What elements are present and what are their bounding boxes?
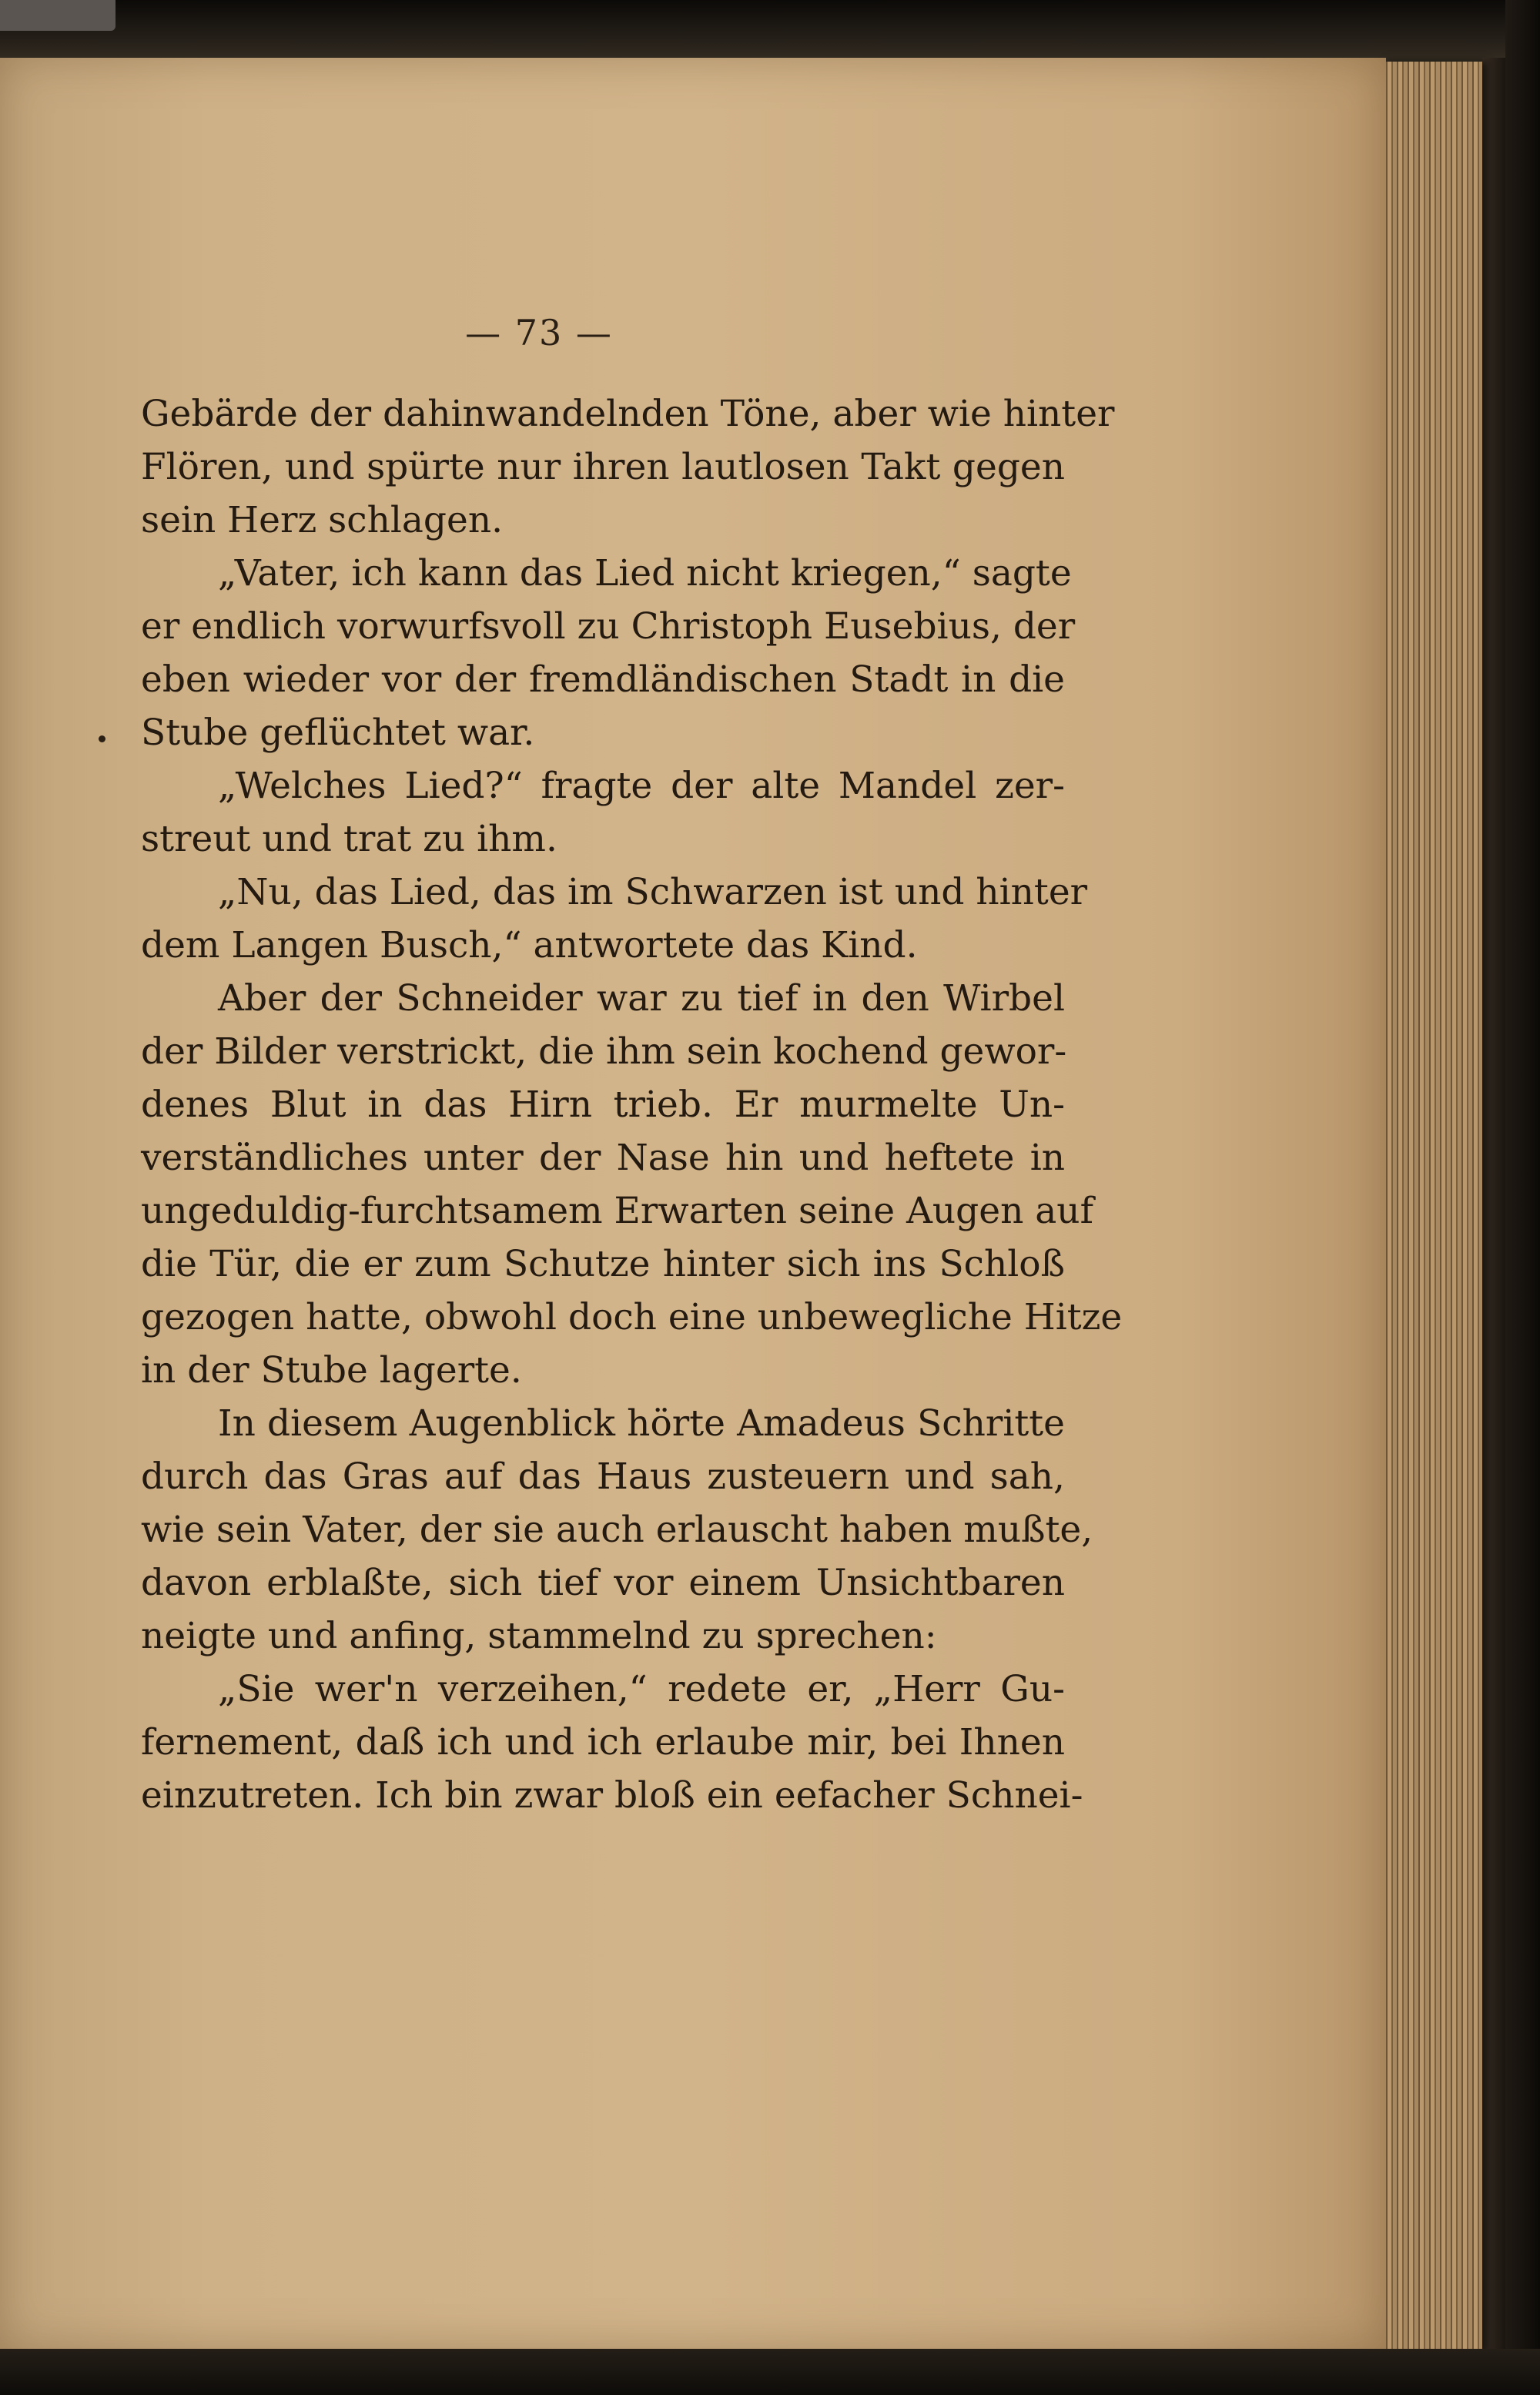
text-line: einzutreten. Ich bin zwar bloß ein eefacher Schnei- — [141, 1774, 1083, 1817]
text-line: durch das Gras auf das Haus zusteuern und sah, — [141, 1455, 1065, 1498]
text-line: verständliches unter der Nase hin und heftete in — [141, 1137, 1065, 1179]
text-line: Flören, und spürte nur ihren lautlosen Takt gegen — [141, 446, 1065, 488]
text-line: fernement, daß ich und ich erlaube mir, bei Ihnen — [141, 1721, 1065, 1764]
text-line: sein Herz schlagen. — [141, 499, 504, 541]
text-line: wie sein Vater, der sie auch erlauscht haben mußte, — [141, 1509, 1093, 1551]
bookmark-tab — [0, 0, 116, 31]
text-line: „Vater, ich kann das Lied nicht kriegen,“ sagte — [218, 552, 1072, 595]
text-line: Stube geflüchtet war. — [141, 712, 535, 754]
text-line: gezogen hatte, obwohl doch eine unbewegliche Hitze — [141, 1296, 1123, 1338]
text-line: die Tür, die er zum Schutze hinter sich ins Schloß — [141, 1243, 1065, 1285]
text-line: dem Langen Busch,“ antwortete das Kind. — [141, 924, 918, 966]
page-stack-edges — [1382, 62, 1482, 2353]
text-line: „Sie wer'n verzeihen,“ redete er, „Herr Gu- — [218, 1668, 1065, 1710]
text-line: denes Blut in das Hirn trieb. Er murmelte Un- — [141, 1084, 1065, 1126]
text-line: „Nu, das Lied, das im Schwarzen ist und hinter — [218, 871, 1088, 913]
text-line: ungeduldig-furchtsamem Erwarten seine Augen auf — [141, 1190, 1093, 1232]
text-line: davon erblaßte, sich tief vor einem Unsichtbaren — [141, 1562, 1065, 1604]
text-line: „Welches Lied?“ fragte der alte Mandel zer- — [218, 765, 1065, 807]
text-line: Aber der Schneider war zu tief in den Wirbel — [218, 977, 1065, 1020]
text-line: in der Stube lagerte. — [141, 1349, 522, 1392]
body-text — [141, 387, 1123, 1822]
page-number: — 73 — — [465, 312, 613, 353]
text-line: er endlich vorwurfsvoll zu Christoph Eusebius, der — [141, 605, 1076, 648]
text-line: eben wieder vor der fremdländischen Stadt in die — [141, 658, 1065, 701]
text-line: der Bilder verstrickt, die ihm sein kochend gewor- — [141, 1030, 1067, 1073]
text-line: streut und trat zu ihm. — [141, 818, 557, 860]
text-line: In diesem Augenblick hörte Amadeus Schritte — [218, 1402, 1065, 1445]
text-line: Gebärde der dahinwandelnden Töne, aber wie hinter — [141, 393, 1115, 435]
book-bottom-edge — [0, 2349, 1540, 2395]
book-cover-edge — [1482, 58, 1505, 2356]
text-line: neigte und anfing, stammelnd zu sprechen: — [141, 1615, 937, 1657]
book-cover-right — [1505, 0, 1540, 2395]
margin-mark — [99, 735, 105, 742]
